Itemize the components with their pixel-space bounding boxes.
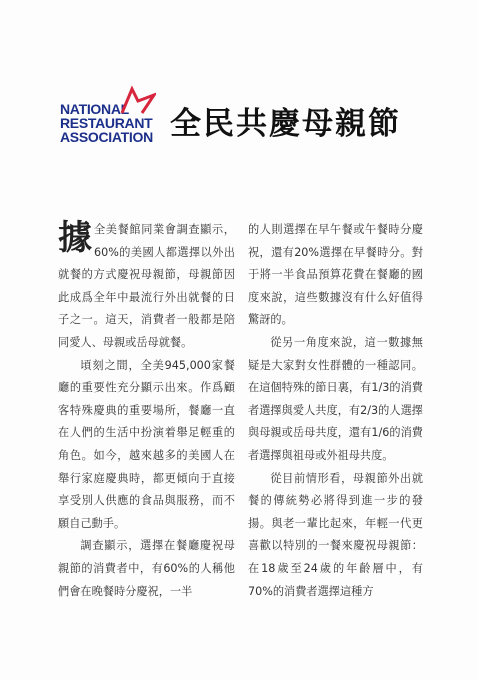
- star-icon: [120, 85, 156, 115]
- paragraph: 的人則選擇在早午餐或午餐時分慶祝，還有20%選擇在早餐時分。對于將一半食品預算花費在餐廳的國度來說，這些數據沒有什么好值得驚訝的。: [248, 223, 423, 327]
- paragraph: 從目前情形看，母親節外出就餐的傳統勢必將得到進一步的發揚。與老一輩比起來，年輕一代更喜歡以特別的一餐來慶祝母親節：在18歲至24歲的年齡層中，有70%的消費者選擇這種方: [248, 471, 423, 598]
- drop-cap: 據: [58, 218, 92, 258]
- article-left-column: [58, 219, 235, 603]
- paragraph: [58, 219, 235, 355]
- paragraph-text: 全美餐館同業會調查顯示，60%的美國人都選擇以外出就餐的方式慶祝母親節，母親節因此成爲全年中最流行外出就餐的日子之一。這天，消費者一般都是陪同愛人、母親或岳母就餐。: [58, 223, 235, 349]
- paragraph: 調查顯示，選擇在餐廳慶祝母親節的消費者中，有60%的人稱他們會在晚餐時分慶祝，一半: [58, 539, 235, 598]
- article-right-column: [248, 219, 423, 603]
- nra-logo: [60, 90, 160, 150]
- logo-line-2: RESTAURANT: [60, 115, 153, 131]
- page-title: 全民共慶母親節: [170, 106, 401, 142]
- paragraph: 從另一角度來說，這一數據無疑是大家對女性群體的一種認同。在這個特殊的節日裏，有1/3的消費者選擇與愛人共度，有2/3的人選擇與母親或岳母共度，還有1/6的消費者選擇與祖母或外祖母共度。: [248, 335, 423, 462]
- logo-line-3: ASSOCIATION: [60, 129, 153, 145]
- paragraph: 頃刻之間，全美945,000家餐廳的重要性充分顯示出來。作爲顧客特殊慶典的重要場所，餐廳一直在人們的生活中扮演着舉足輕重的角色。如今，越來越多的美國人在舉行家庭慶典時，都更傾向于直接享受別人供應的食品與服務，而不願自己動手。: [58, 358, 235, 530]
- logo-line-1: NATIONAL: [60, 101, 129, 117]
